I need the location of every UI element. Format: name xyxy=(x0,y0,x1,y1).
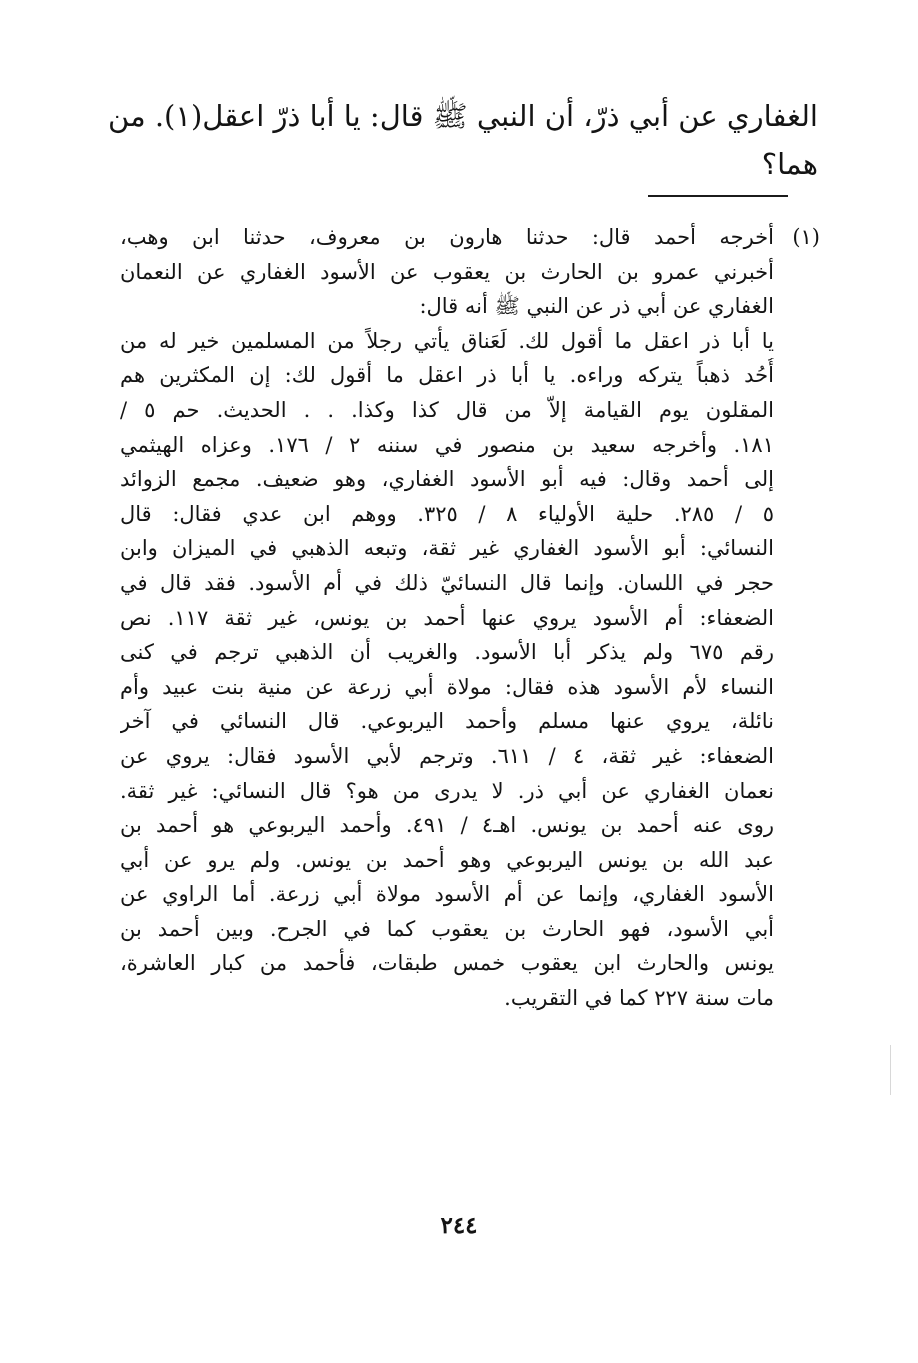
footnote-line: يونس والحارث ابن يعقوب خمس طبقات، فأحمد من كبار العاشرة، xyxy=(120,951,774,976)
footnote-line: حجر في اللسان. وإنما قال النسائيّ ذلك في أم الأسود. فقد قال في xyxy=(120,570,774,595)
footnote-line: ٥ / ٢٨٥. حلية الأولياء ٨ / ٣٢٥. ووهم ابن عدي فقال: قال xyxy=(120,501,774,526)
footnote-line: يا أبا ذر اعقل ما أقول لك. لَعَناق يأتي رجلاً من المسلمين خير له من xyxy=(120,328,774,353)
footnote-line: نعمان الغفاري عن أبي ذر. لا يدرى من هو؟ قال النسائي: غير ثقة. xyxy=(120,778,774,803)
footnote-line: النساء لأم الأسود هذه فقال: مولاة أبي زرعة عن منية بنت عبيد وأم xyxy=(120,674,774,699)
footnote-line: أُحُد ذهباً يتركه وراءه. يا أبا ذر اعقل ما أقول لك: إن المكثرين هم xyxy=(120,363,774,388)
footnote-line: رقم ٦٧٥ ولم يذكر أبا الأسود. والغريب أن الذهبي ترجم في كنى xyxy=(120,640,774,665)
footnote-line: روى عنه أحمد بن يونس. اهـ٤ / ٤٩١. وأحمد اليربوعي هو أحمد بن xyxy=(120,813,774,838)
footnote-line: أخرجه أحمد قال: حدثنا هارون بن معروف، حدثنا ابن وهب، xyxy=(120,225,774,249)
main-text-line: الغفاري عن أبي ذرّ، أن النبي ﷺ قال: يا أبا ذرّ اعقل(١). من xyxy=(108,99,818,133)
footnote-body xyxy=(120,220,774,1016)
main-text-line: هما؟ xyxy=(761,147,818,181)
footnote-line: عبد الله بن يونس اليربوعي وهو أحمد بن يونس. ولم يرو عن أبي xyxy=(120,847,774,872)
scan-artifact xyxy=(890,1045,891,1095)
footnote-line: ١٨١. وأخرجه سعيد بن منصور في سننه ٢ / ١٧٦. وعزاه الهيثمي xyxy=(120,432,774,457)
footnote-line: الضعفاء: أم الأسود يروي عنها أحمد بن يونس، غير ثقة ١١٧. نص xyxy=(120,605,774,630)
footnote-line: المقلون يوم القيامة إلاّ من قال كذا وكذا. . . الحديث. حم ٥ / xyxy=(120,397,774,422)
main-text xyxy=(108,92,818,188)
footnote xyxy=(120,220,820,1016)
footnote-line: أخبرني عمرو بن الحارث بن يعقوب عن الأسود الغفاري عن النعمان xyxy=(120,259,774,284)
footnote-line: الغفاري عن أبي ذر عن النبي ﷺ أنه قال: xyxy=(419,294,774,319)
footnote-line: نائلة، يروي عنها مسلم وأحمد اليربوعي. قال النسائي في آخر xyxy=(120,709,774,734)
footnote-line: النسائي: أبو الأسود الغفاري غير ثقة، وتبعه الذهبي في الميزان وابن xyxy=(120,536,774,561)
page-number: ٢٤٤ xyxy=(440,1212,478,1239)
footnote-marker: (١) xyxy=(792,225,820,249)
footnote-line: مات سنة ٢٢٧ كما في التقريب. xyxy=(504,986,774,1011)
footnote-divider xyxy=(648,195,788,197)
footnote-line: إلى أحمد وقال: فيه أبو الأسود الغفاري، وهو ضعيف. مجمع الزوائد xyxy=(120,467,774,492)
footnote-line: الأسود الغفاري، وإنما عن أم الأسود مولاة أبي زرعة. أما الراوي عن xyxy=(120,882,774,907)
footnote-line: أبي الأسود، فهو الحارث بن يعقوب كما في الجرح. وبين أحمد بن xyxy=(120,916,774,941)
footnote-line: الضعفاء: غير ثقة، ٤ / ٦١١. وترجم لأبي الأسود فقال: يروي عن xyxy=(120,743,774,768)
